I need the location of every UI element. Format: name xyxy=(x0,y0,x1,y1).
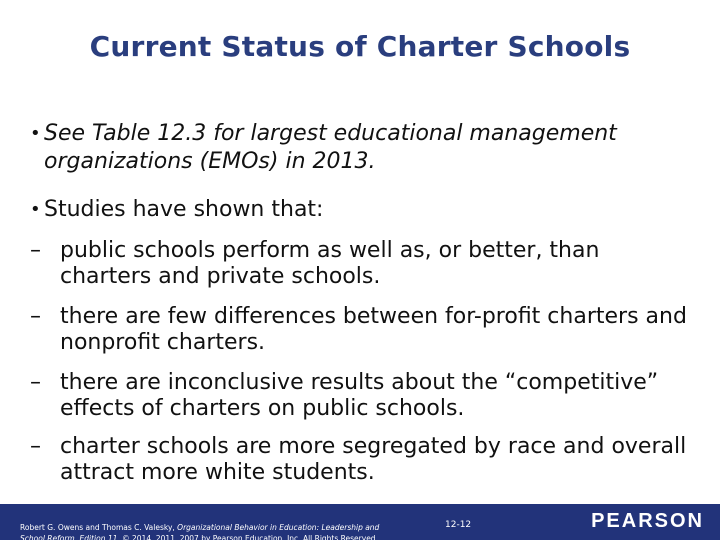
bullet-dot-icon: • xyxy=(30,123,41,144)
dash-icon: – xyxy=(30,370,41,395)
book-edition: School Reform, Edition 11 xyxy=(20,534,118,543)
bullet-item xyxy=(30,196,650,224)
copyright-authors: Robert G. Owens and Thomas C. Valesky, xyxy=(20,523,178,532)
bullet-text: See Table 12.3 for largest educational management organizations (EMOs) in 2013. xyxy=(44,121,617,174)
dash-icon: – xyxy=(30,434,41,459)
sub-bullet-text: charter schools are more segregated by race and overall attract more white students. xyxy=(60,434,687,485)
slide-title: Current Status of Charter Schools xyxy=(89,30,631,63)
copyright-rights: , © 2014, 2011, 2007 by Pearson Education, Inc. All Rights Reserved xyxy=(117,534,376,543)
sub-bullet-item xyxy=(30,304,690,356)
dash-icon: – xyxy=(30,238,41,263)
page-number: 12-12 xyxy=(445,520,472,530)
dash-icon: – xyxy=(30,304,41,329)
bullet-text: Studies have shown that: xyxy=(44,197,324,222)
sub-bullet-text: there are inconclusive results about the “competitive” effects of charters on public schools. xyxy=(60,370,659,421)
footer-bar xyxy=(0,504,720,543)
sub-bullet-item xyxy=(30,434,690,486)
pearson-logo: PEARSON xyxy=(591,510,704,532)
book-title: Organizational Behavior in Education: Leadership and xyxy=(177,523,380,532)
sub-bullet-text: public schools perform as well as, or better, than charters and private schools. xyxy=(60,238,600,289)
sub-bullet-text: there are few differences between for-profit charters and nonprofit charters. xyxy=(60,304,687,355)
sub-bullet-item xyxy=(30,238,690,290)
bullet-item xyxy=(30,120,650,176)
copyright-notice xyxy=(20,522,379,544)
sub-bullet-item xyxy=(30,370,690,422)
bullet-dot-icon: • xyxy=(30,199,41,220)
